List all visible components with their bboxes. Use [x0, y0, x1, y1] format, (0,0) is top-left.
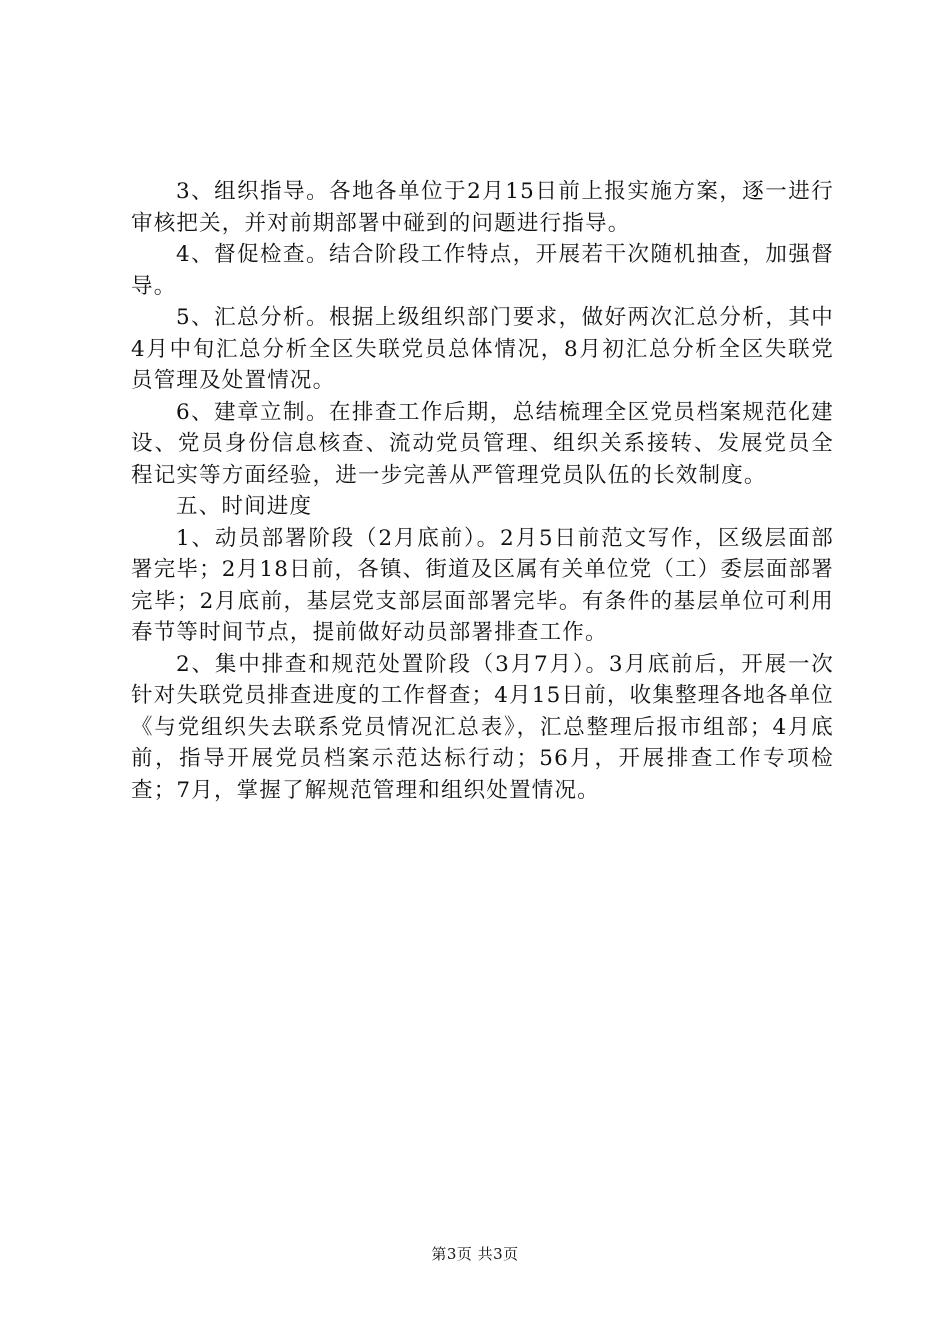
paragraph-summary-analysis: 5、汇总分析。根据上级组织部门要求，做好两次汇总分析，其中4月中旬汇总分析全区失联党员总体情况，8月初汇总分析全区失联党员管理及处置情况。 [131, 305, 834, 393]
page-footer: 第3页 共3页 [431, 1245, 519, 1263]
paragraph-build-rules: 6、建章立制。在排查工作后期，总结梳理全区党员档案规范化建设、党员身份信息核查、流动党员管理、组织关系接转、发展党员全程记实等方面经验，进一步完善从严管理党员队伍的长效制度。 [131, 399, 834, 488]
paragraph-supervise-inspect: 4、督促检查。结合阶段工作特点，开展若干次随机抽查，加强督导。 [131, 242, 834, 299]
paragraph-organize-guidance: 3、组织指导。各地各单位于2月15日前上报实施方案，逐一进行审核把关，并对前期部署中碰到的问题进行指导。 [131, 179, 834, 236]
paragraph-inspection-stage: 2、集中排查和规范处置阶段（3月7月）。3月底前后，开展一次针对失联党员排查进度的工作督查；4月15日前，收集整理各地各单位《与党组织失去联系党员情况汇总表》，汇总整理后报市组部；4月底前，指导开展党员档案示范达标行动；56月，开展排查工作专项检查；7月，掌握了解规范管理和组织处置情况。 [131, 651, 834, 803]
section-heading-schedule: 五、时间进度 [176, 494, 313, 519]
paragraph-mobilization-stage: 1、动员部署阶段（2月底前）。2月5日前范文写作，区级层面部署完毕；2月18日前，各镇、街道及区属有关单位党（工）委层面部署完毕；2月底前，基层党支部层面部署完毕。有条件的基层单位可利用春节等时间节点，提前做好动员部署排查工作。 [131, 525, 834, 645]
document-body [131, 176, 834, 806]
